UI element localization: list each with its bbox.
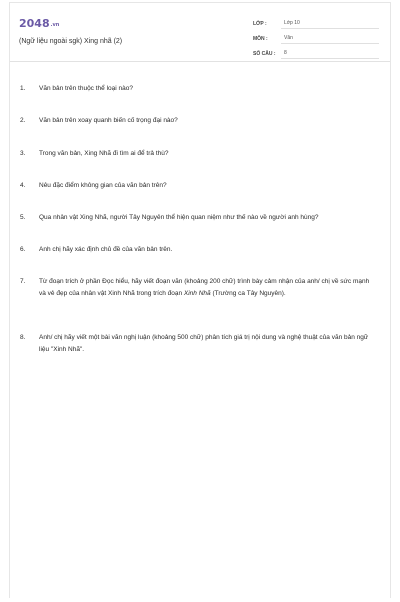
question-item xyxy=(20,212,376,224)
logo-main-text: 2048 xyxy=(19,17,50,30)
question-text-part: (Trường ca Tây Nguyên). xyxy=(210,289,286,297)
question-number: 5. xyxy=(20,214,26,221)
meta-label-question-count: SỐ CÂU : xyxy=(253,50,276,57)
question-item xyxy=(20,276,376,299)
question-text: Anh/ chị hãy viết một bài văn nghị luận (khoảng 500 chữ) phân tích giá trị nội dung và nghệ thuật của văn bản ngữ liệu "Xinh Nhã". xyxy=(39,334,371,353)
question-text: Trong văn bản, Xing Nhã đi tìm ai để trả thù? xyxy=(39,150,169,157)
question-item xyxy=(20,148,376,160)
meta-value-class: Lớp 10 xyxy=(281,18,379,29)
question-number: 6. xyxy=(20,246,26,253)
question-text-italic-title: Xinh Nhã xyxy=(183,289,211,297)
question-item xyxy=(20,332,376,355)
question-number: 2. xyxy=(20,117,26,124)
question-item xyxy=(20,83,376,95)
question-text xyxy=(39,276,376,299)
meta-value-subject: Văn xyxy=(281,33,379,44)
logo-suffix-text: .vn xyxy=(50,22,60,28)
question-text: Văn bản trên xoay quanh biến cố trọng đại nào? xyxy=(39,117,178,124)
question-number: 1. xyxy=(20,85,26,92)
document-meta xyxy=(253,17,379,62)
question-item xyxy=(20,180,376,192)
question-text: Anh chị hãy xác định chủ đề của văn bản trên. xyxy=(39,246,173,253)
question-item xyxy=(20,244,376,256)
meta-value-question-count: 8 xyxy=(281,48,379,59)
meta-row-subject xyxy=(253,32,379,45)
question-number: 3. xyxy=(20,150,26,157)
question-number: 7. xyxy=(20,278,26,285)
question-item xyxy=(20,115,376,127)
question-number: 8. xyxy=(20,334,26,341)
question-text-part: Từ đoạn trích ở phần Đọc hiểu, hãy viết đoạn văn (khoảng 200 chữ) trình bày cảm nhận của anh/ chị về sức mạnh và vẻ đẹp của nhân vật Xinh Nhã trong trích đoạn xyxy=(39,278,372,297)
site-logo[interactable] xyxy=(19,17,59,30)
question-text: Nêu đặc điểm không gian của văn bản trên? xyxy=(39,182,167,189)
question-text: Văn bản trên thuộc thể loại nào? xyxy=(39,85,133,92)
meta-label-class: LỚP : xyxy=(253,20,267,27)
document-header xyxy=(10,3,390,62)
question-number: 4. xyxy=(20,182,26,189)
meta-row-class xyxy=(253,17,379,30)
meta-row-question-count xyxy=(253,47,379,60)
meta-label-subject: MÔN : xyxy=(253,35,268,42)
document-title: (Ngữ liệu ngoài sgk) Xing nhã (2) xyxy=(19,38,123,45)
document-page xyxy=(9,2,391,598)
question-text: Qua nhân vật Xing Nhã, người Tây Nguyên thể hiện quan niệm như thế nào về người anh hùng? xyxy=(39,214,319,221)
